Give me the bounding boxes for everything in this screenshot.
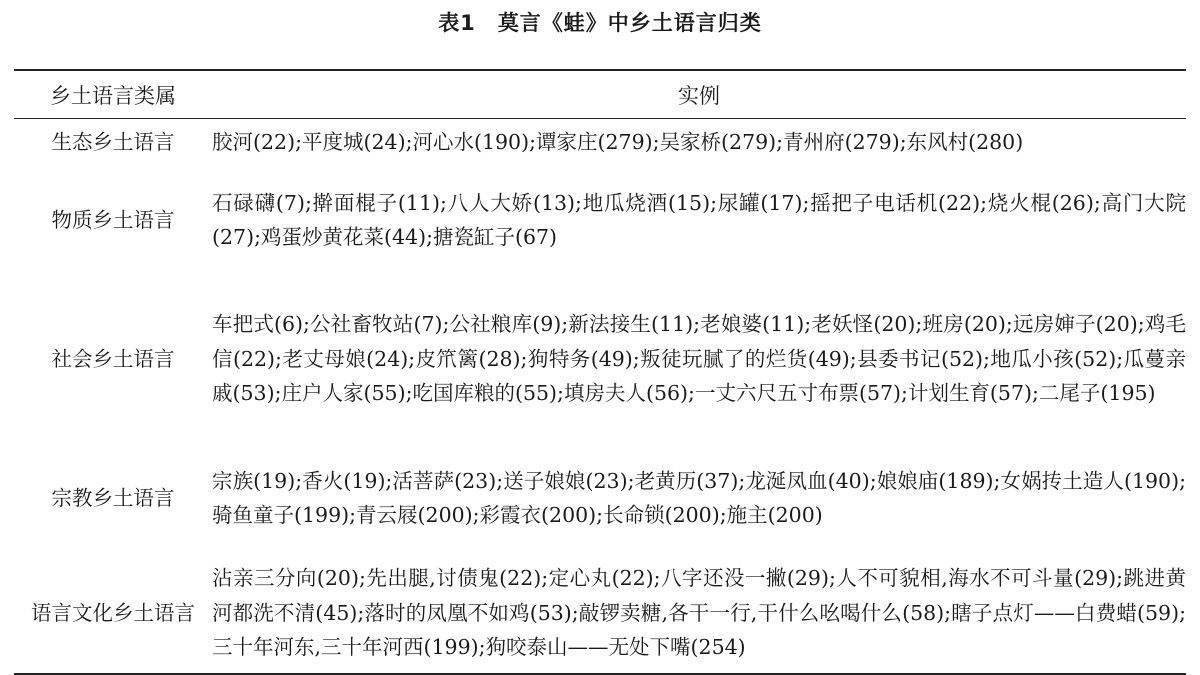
table-title: 莫言《蛙》中乡土语言归类 xyxy=(497,11,762,35)
table-caption xyxy=(0,6,1200,40)
table-row-ecology xyxy=(14,119,1186,166)
category-cell: 物质乡土语言 xyxy=(51,207,175,232)
examples-cell: 宗族(19);香火(19);活菩萨(23);送子娘娘(23);老黄历(37);龙涎凤血(40);娘娘庙(189);女娲抟土造人(190);骑鱼童子(199);青云屐(200);彩霞衣(200);长命锁(200);施主(200) xyxy=(212,468,1186,527)
table-number: 表1 xyxy=(438,11,476,35)
table-row-material xyxy=(14,165,1186,275)
examples-cell: 沾亲三分向(20);先出腿,讨债鬼(22);定心丸(22);八字还没一撇(29);人不可貌相,海水不可斗量(29);跳进黄河都洗不清(45);落时的凤凰不如鸡(53);敲锣卖糖,各干一行,干什么吆喝什么(58);瞎子点灯——白费蜡(59);三十年河东,三十年河西(199);狗咬泰山——无处下嘴(254) xyxy=(212,566,1186,660)
category-cell: 语言文化乡土语言 xyxy=(31,600,195,625)
classification-table xyxy=(14,69,1186,675)
header-category: 乡土语言类属 xyxy=(50,83,176,108)
table-row-social xyxy=(14,275,1186,443)
table-row-language-culture xyxy=(14,553,1186,674)
header-row xyxy=(14,70,1186,119)
examples-cell: 胶河(22);平度城(24);河心水(190);谭家庄(279);吴家桥(279);青州府(279);东风村(280) xyxy=(212,129,1024,154)
table-row-religion xyxy=(14,443,1186,553)
header-examples: 实例 xyxy=(678,83,720,108)
category-cell: 社会乡土语言 xyxy=(51,346,175,371)
examples-cell: 车把式(6);公社畜牧站(7);公社粮库(9);新法接生(11);老娘婆(11);老妖怪(20);班房(20);远房婶子(20);鸡毛信(22);老丈母娘(24);皮笊篱(28);狗特务(49);叛徒玩腻了的烂货(49);县委书记(52);地瓜小孩(52);瓜蔓亲戚(53);庄户人家(55);吃国库粮的(55);填房夫人(56);一丈六尺五寸布票(57);计划生育(57);二尾子(195) xyxy=(212,312,1186,406)
category-cell: 生态乡土语言 xyxy=(51,129,175,154)
examples-cell: 石碌礴(7);擀面棍子(11);八人大娇(13);地瓜烧酒(15);尿罐(17);摇把子电话机(22);烧火棍(26);高门大院(27);鸡蛋炒黄花菜(44);搪瓷缸子(67) xyxy=(212,190,1186,249)
category-cell: 宗教乡土语言 xyxy=(51,485,175,510)
